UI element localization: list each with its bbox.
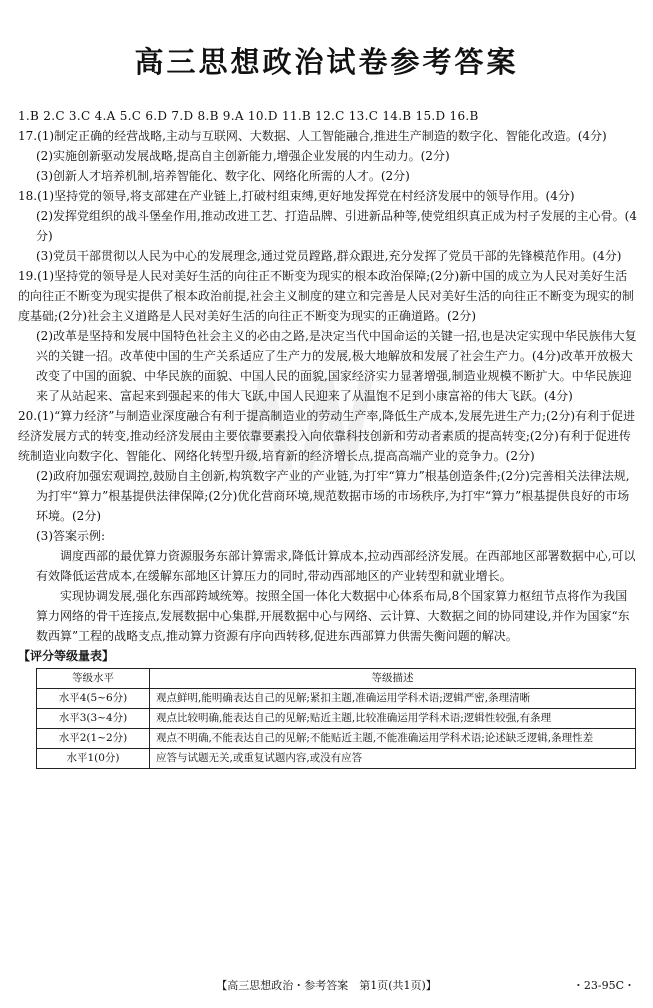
question-20 <box>18 406 638 646</box>
rubric-desc: 应答与试题无关,或重复试题内容,或没有应答 <box>150 749 636 769</box>
q20-part3: (3)答案示例: <box>36 529 106 543</box>
question-19 <box>18 266 638 406</box>
rubric-header-level: 等级水平 <box>37 669 150 689</box>
q18-part2: (2)发挥党组织的战斗堡垒作用,推动改进工艺、打造品牌、引进新品种等,使党组织真正成为村子发展的主心骨。(4分) <box>36 209 637 243</box>
rubric-level: 水平4(5~6分) <box>37 689 150 709</box>
rubric-desc: 观点鲜明,能明确表达自己的见解;紧扣主题,准确运用学科术语;逻辑严密,条理清晰 <box>150 689 636 709</box>
rubric-desc: 观点不明确,不能表达自己的见解;不能贴近主题,不能准确运用学科术语;论述缺乏逻辑,条理性差 <box>150 729 636 749</box>
rubric-table <box>36 668 636 769</box>
q19-part2: (2)改革是坚持和发展中国特色社会主义的必由之路,是决定当代中国命运的关键一招,也是决定实现中华民族伟大复兴的关键一招。改革使中国的生产关系适应了生产力的发展,极大地解放和发展了社会生产力。(4分)改革开放极大改变了中国的面貌、中华民族的面貌、中国人民的面貌,国家经济实力显著增强,制造业规模不断扩大。中华民族迎来了从站起来、富起来到强起来的伟大飞跃,中国人民迎来了从温饱不足到小康富裕的伟大飞跃。(4分) <box>36 329 637 403</box>
rubric-header-desc: 等级描述 <box>150 669 636 689</box>
rubric-level: 水平2(1~2分) <box>37 729 150 749</box>
q18-part1: 18.(1)坚持党的领导,将支部建在产业链上,打破村组束缚,更好地发挥党在村经济发展中的领导作用。(4分) <box>18 189 575 203</box>
answer-content <box>18 106 638 769</box>
footer-code: ・23-95C・ <box>572 979 635 992</box>
q17-part3: (3)创新人才培养机制,培养智能化、数字化、网络化所需的人才。(2分) <box>36 169 410 183</box>
rubric-level: 水平1(0分) <box>37 749 150 769</box>
q20-part1: 20.(1)“算力经济”与制造业深度融合有利于提高制造业的劳动生产率,降低生产成本,发展先进生产力;(2分)有利于促进经济发展方式的转变,推动经济发展由主要依靠要素投入向依靠科技创新和劳动者素质的提高转变;(2分)有利于促进传统制造业向数字化、智能化、网络化转型升级,培育新的经济增长点,提高高端产业的竞争力。(2分) <box>18 409 636 463</box>
rubric-title: 【评分等级量表】 <box>18 649 115 663</box>
question-18 <box>18 186 638 266</box>
q17-part2: (2)实施创新驱动发展战略,提高自主创新能力,增强企业发展的内生动力。(2分) <box>36 149 450 163</box>
q20-part2: (2)政府加强宏观调控,鼓励自主创新,构筑数字产业的产业链,为打牢“算力”根基创造条件;(2分)完善相关法律法规,为打牢“算力”根基提供法律保障;(2分)优化营商环境,规范数据市场的市场秩序,为打牢“算力”根基提供良好的市场环境。(2分) <box>36 469 630 523</box>
q19-part1: 19.(1)坚持党的领导是人民对美好生活的向往正不断变为现实的根本政治保障;(2分)新中国的成立为人民对美好生活的向往正不断变为现实提供了根本政治前提,社会主义制度的建立和完善是人民对美好生活的向往正不断变为现实的制度基础;(2分)社会主义道路是人民对美好生活的向往正不断变为现实的正确道路。(2分) <box>18 269 634 323</box>
rubric-desc: 观点比较明确,能表达自己的见解;贴近主题,比较准确运用学科术语;逻辑性较强,有条理 <box>150 709 636 729</box>
q18-part3: (3)党员干部贯彻以人民为中心的发展理念,通过党员蹚路,群众跟进,充分发挥了党员干部的先锋模范作用。(4分) <box>36 249 622 263</box>
table-row <box>37 749 636 769</box>
footer-page-info: 【高三思想政治・参考答案 第1页(共1页)】 <box>216 979 437 992</box>
page-title: 高三思想政治试卷参考答案 <box>134 45 519 79</box>
q20-example-2: 实现协调发展,强化东西部跨域统筹。按照全国一体化大数据中心体系布局,8个国家算力枢纽节点将作为我国算力网络的骨干连接点,发展数据中心集群,开展数据中心与网络、云计算、大数据之间的协同建设,并作为国家“东数西算”工程的战略支点,推动算力资源有序向西转移,促进东西部算力供需失衡问题的解决。 <box>36 589 630 643</box>
rubric-header-row <box>37 669 636 689</box>
table-row <box>37 729 636 749</box>
choice-answers: 1.B 2.C 3.C 4.A 5.C 6.D 7.D 8.B 9.A 10.D 11.B 12.C 13.C 14.B 15.D 16.B <box>18 109 479 123</box>
rubric-level: 水平3(3~4分) <box>37 709 150 729</box>
table-row <box>37 689 636 709</box>
q17-part1: 17.(1)制定正确的经营战略,主动与互联网、大数据、人工智能融合,推进生产制造的数字化、智能化改造。(4分) <box>18 129 607 143</box>
table-row <box>37 709 636 729</box>
q20-example-1: 调度西部的最优算力资源服务东部计算需求,降低计算成本,拉动西部经济发展。在西部地区部署数据中心,可以有效降低运营成本,在缓解东部地区计算压力的同时,带动西部地区的产业转型和就业增长。 <box>36 549 636 583</box>
question-17 <box>18 126 638 186</box>
